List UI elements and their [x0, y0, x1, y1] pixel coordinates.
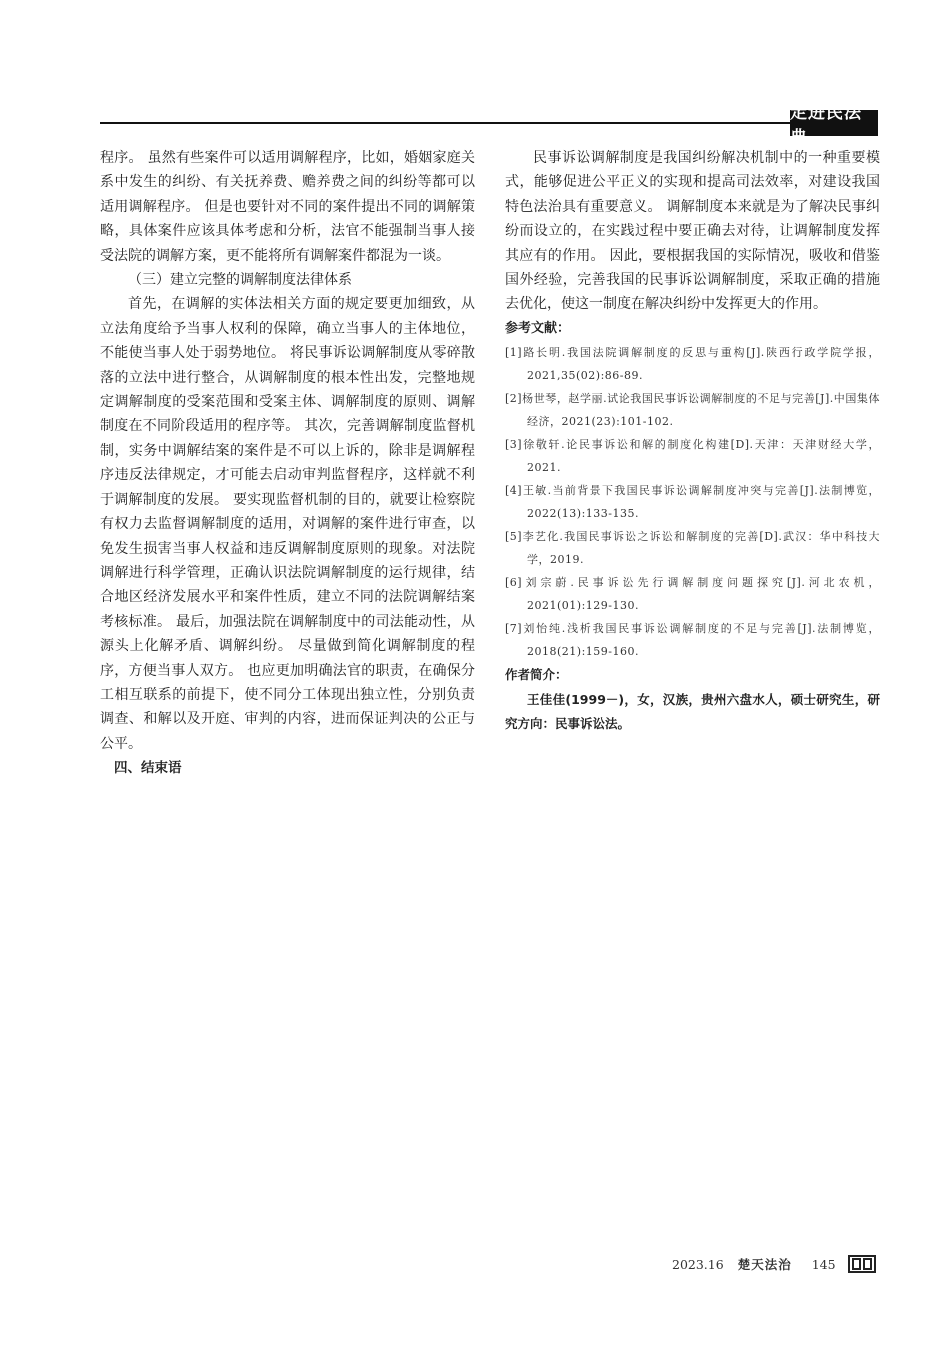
reference-item: [1]路长明.我国法院调解制度的反思与重构[J].陕西行政学院学报，2021,35(02):86-89.	[505, 346, 880, 383]
section-tag: 走进民法典	[790, 110, 878, 136]
page-number: 145	[811, 1256, 836, 1272]
page-footer	[672, 1253, 876, 1275]
section-heading: 四、结束语	[114, 760, 182, 777]
reference-item: [2]杨世琴，赵学丽.试论我国民事诉讼调解制度的不足与完善[J].中国集体经济，2021(23):101-102.	[505, 392, 880, 429]
reference-item: [3]徐敬轩.论民事诉讼和解的制度化构建[D].天津：天津财经大学，2021.	[505, 438, 880, 475]
issue-number: 2023.16	[672, 1256, 724, 1272]
left-paragraph-2: 首先，在调解的实体法相关方面的规定要更加细致，从立法角度给予当事人权利的保障，确立当事人的主体地位，不能使当事人处于弱势地位。 将民事诉讼调解制度从零碎散落的立法中进行整合，从调解制度的根本性出发，完整地规定调解制度的受案范围和受案主体、调解制度的原则、调解制度在不同阶段适用的程序等。 其次，完善调解制度监督机制，实务中调解结案的案件是不可以上诉的，除非是调解程序违反法律规定，才可能去启动审判监督程序，这样就不利于调解制度的发展。 要实现监督机制的目的，就要让检察院有权力去监督调解制度的适用，对调解的案件进行审查，以免发生损害当事人权益和违反调解制度原则的现象。对法院调解进行科学管理，正确认识法院调解制度的运行规律，结合地区经济发展水平和案件性质，建立不同的法院调解结案考核标准。 最后，加强法院在调解制度中的司法能动性，从源头上化解矛盾、调解纠纷。 尽量做到简化调解制度的程序，方便当事人双方。 也应更加明确法官的职责，在确保分工相互联系的前提下，使不同分工体现出独立性，分别负责调查、和解以及开庭、审判的内容，进而保证判决的公正与公平。	[100, 296, 475, 752]
left-column	[100, 146, 475, 781]
journal-logo-icon	[848, 1255, 876, 1273]
right-column	[505, 146, 880, 736]
reference-item: [5]李艺化.我国民事诉讼之诉讼和解制度的完善[D].武汉：华中科技大学，2019.	[505, 530, 880, 567]
left-paragraph-1: 程序。 虽然有些案件可以适用调解程序，比如，婚姻家庭关系中发生的纠纷、有关抚养费、赡养费之间的纠纷等都可以适用调解程序。 但是也要针对不同的案件提出不同的调解策略，具体案件应该具体考虑和分析，法官不能强制当事人接受法院的调解方案，更不能将所有调解案件都混为一谈。	[100, 150, 475, 264]
reference-item: [4]王敏.当前背景下我国民事诉讼调解制度冲突与完善[J].法制博览，2022(13):133-135.	[505, 484, 880, 521]
subheading: （三）建立完整的调解制度法律体系	[128, 272, 352, 289]
reference-item: [6]刘宗蔚.民事诉讼先行调解制度问题探究[J].河北农机，2021(01):129-130.	[505, 576, 880, 613]
journal-name: 楚天法治	[737, 1257, 792, 1272]
author-bio: 王佳佳(1999－)，女，汉族，贵州六盘水人，硕士研究生，研究方向：民事诉讼法。	[505, 691, 880, 731]
references-title: 参考文献：	[505, 320, 571, 336]
reference-item: [7]刘怡纯.浅析我国民事诉讼调解制度的不足与完善[J].法制博览，2018(21):159-160.	[505, 622, 880, 659]
author-title: 作者简介：	[505, 667, 568, 683]
right-paragraph-1: 民事诉讼调解制度是我国纠纷解决机制中的一种重要模式，能够促进公平正义的实现和提高司法效率，对建设我国特色法治具有重要意义。 调解制度本来就是为了解决民事纠纷而设立的，在实践过程中要正确去对待，让调解制度发挥其应有的作用。 因此，要根据我国的实际情况，吸收和借鉴国外经验，完善我国的民事诉讼调解制度，采取正确的措施去优化，使这一制度在解决纠纷中发挥更大的作用。	[505, 150, 880, 313]
references-list	[505, 341, 880, 663]
header-rule	[100, 122, 792, 124]
